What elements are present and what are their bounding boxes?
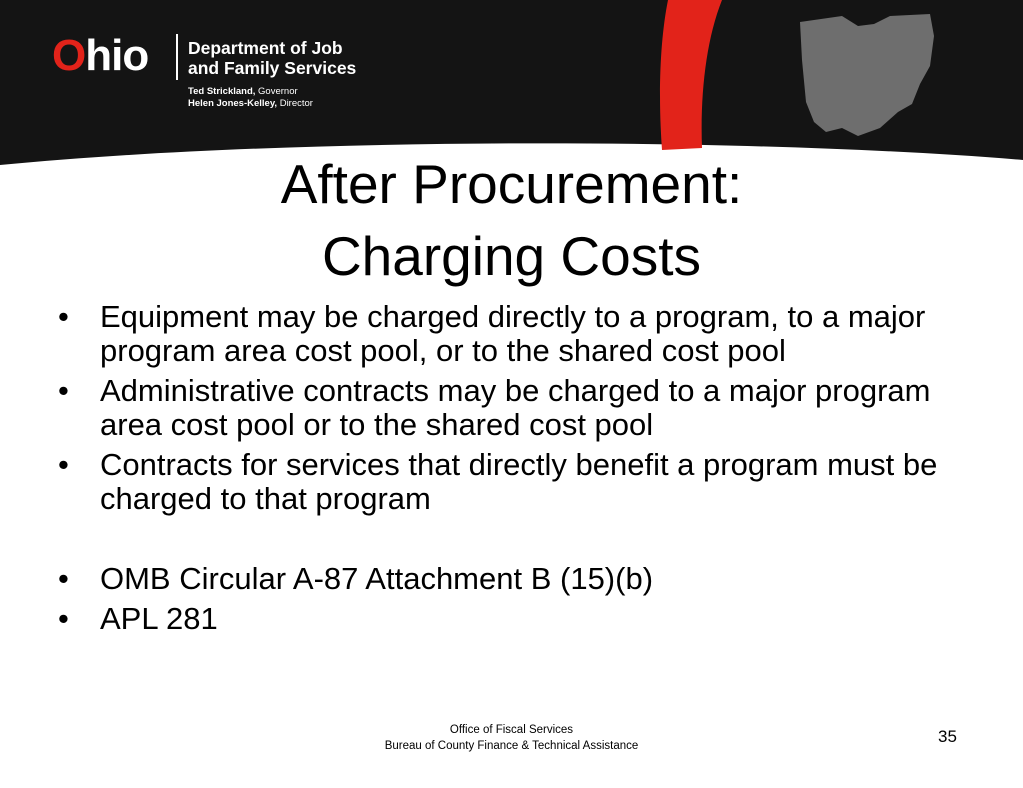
bullet-icon: •	[58, 447, 69, 482]
footer-line1: Office of Fiscal Services	[449, 724, 574, 736]
department-name	[188, 38, 356, 78]
page-number: 35	[938, 727, 957, 746]
bullet-icon: •	[58, 601, 69, 636]
bullet-item: • Administrative contracts may be charged to a major program area cost pool or to the shared cost pool	[58, 373, 931, 442]
bullet-icon: •	[58, 373, 69, 408]
director-line: Helen Jones-Kelley, Director	[188, 98, 313, 109]
department-name-line1: Department of Job	[188, 38, 343, 58]
bullet-item: • APL 281	[58, 601, 218, 636]
slide-title	[0, 148, 1023, 292]
slide-title-line1: After Procurement:	[280, 153, 743, 215]
footer	[0, 722, 1023, 754]
bullet-icon: •	[58, 561, 69, 596]
ohio-logo: Ohio	[52, 31, 149, 80]
bullet-list	[58, 300, 958, 642]
bullet-item: • Contracts for services that directly benefit a program must be charged to that program	[58, 447, 938, 516]
governor-line: Ted Strickland, Governor	[188, 86, 298, 97]
bullet-item: • OMB Circular A-87 Attachment B (15)(b)	[58, 561, 654, 596]
department-name-line2: and Family Services	[188, 58, 357, 78]
footer-line2: Bureau of County Finance & Technical Assistance	[384, 740, 639, 752]
bullet-item: • Equipment may be charged directly to a program, to a major program area cost pool, or to the shared cost pool	[58, 299, 926, 368]
officials	[188, 86, 313, 110]
bullet-icon: •	[58, 299, 69, 334]
slide-title-line2: Charging Costs	[321, 225, 702, 287]
logo-divider	[176, 34, 178, 80]
